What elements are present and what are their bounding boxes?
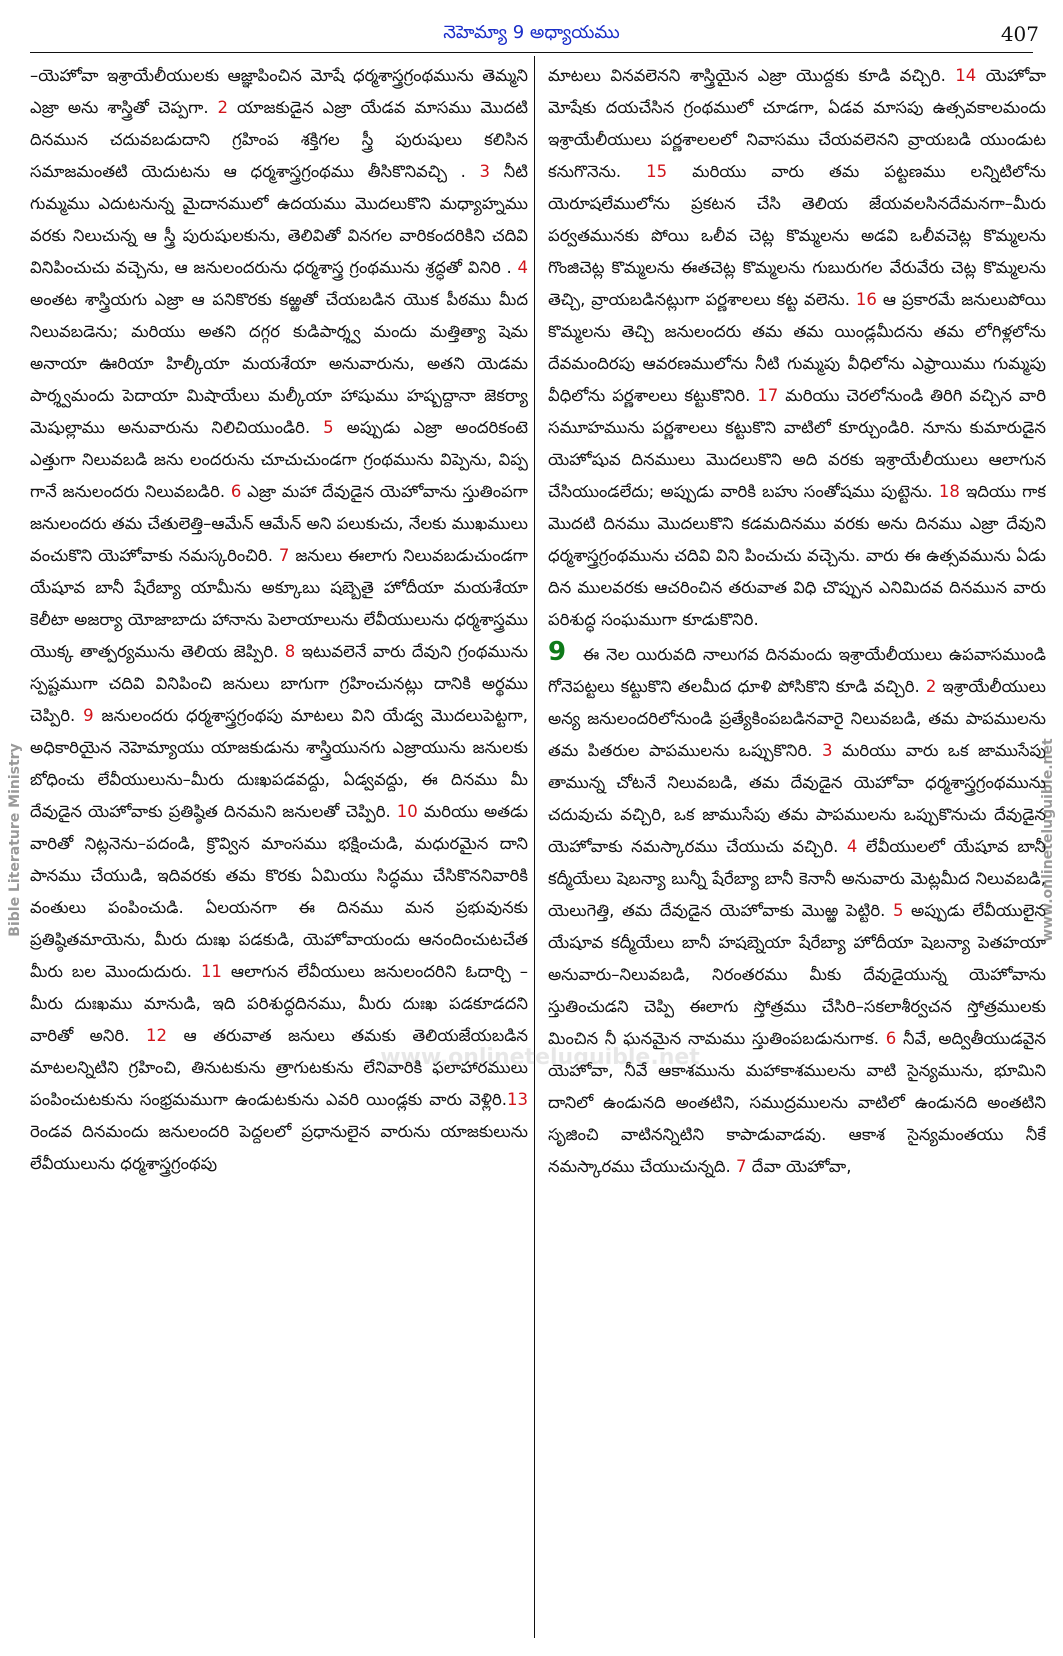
verse-number: 2: [217, 98, 229, 117]
verse-text: ఇశ్రాయేలీయులు అన్య జనులందరిలోనుండి ప్రత్యేకింపబడినవారై నిలువబడి, తమ పాపములను తమ పితరుల పాపములను ఒప్పుకొనిరి.: [548, 677, 1046, 760]
verse-text: ఇటువలెనే వారు దేవుని గ్రంథమును స్పష్టముగా చదివి వినిపించి జనులు బాగుగా గ్రహించునట్లు దానికి అర్థము చెప్పిరి.: [30, 642, 528, 725]
verse-text: మరియు వారు తమ పట్టణము లన్నిటిలోను యెరూషలేములోను ప్రకటన చేసి తెలియ జేయవలసినదేమనగా–మీరు పర్వతమునకు పోయి ఒలీవ చెట్ల కొమ్మలను అడవి ఒలీవచెట్ల కొమ్మలను గొంజిచెట్ల కొమ్మలను ఈతచెట్ల కొమ్మలను గుబురుగల వేరువేరు చెట్ల కొమ్మలను తెచ్చి, వ్రాయబడినట్లుగా పర్ణశాలలు కట్ట వలెను.: [548, 162, 1046, 309]
verse-text: జనులందరు ధర్మశాస్త్రగ్రంథపు మాటలు విని యేడ్వ మొదలుపెట్టగా, అధికారియైన నెహెమ్యాయు యాజకుడును శాస్త్రియునగు ఎజ్రాయును జనులకు బోధించు లేవీయులును–మీరు దుఃఖపడవద్దు, ఏడ్వవద్దు, ఈ దినము మీ దేవుడైన యెహోవాకు ప్రతిష్ఠిత దినమని జనులతో చెప్పిరి.: [30, 706, 528, 821]
verse-text: లేవీయులలో యేషూవ బానీ కద్మీయేలు షెబన్యా బున్నీ షేరేబ్యా బానీ కెనానీ అనువారు మెట్లమీద నిలువబడి, యెలుగెత్తి, తమ దేవుడైన యెహోవాకు మొఱ్ఱ పెట్టిరి.: [548, 837, 1046, 920]
verse-number: 5: [323, 418, 334, 437]
verse-number: 16: [855, 290, 877, 309]
verse-number: 6: [230, 482, 242, 501]
verse-number: 4: [517, 258, 528, 277]
verse-text: దేవా యెహోవా,: [746, 1157, 852, 1176]
verse-text: జనులు ఈలాగు నిలువబడుచుండగా యేషూవ బానీ షేరేబ్యా యామీను అక్కూబు షబ్బెతై హోదీయా మయశేయా కెలీటా అజర్యా యోజాబాదు హానాను పెలాయాలును లేవీయులును ధర్మశాస్త్రము యొక్క తాత్పర్యమును తెలియ జెప్పిరి.: [30, 546, 528, 661]
chapter-title: నెహెమ్యా 9 అధ్యాయము: [443, 22, 620, 43]
verse-number: 14: [955, 66, 977, 85]
verse-text: అంతట శాస్త్రియగు ఎజ్రా ఆ పనికొరకు కఱ్ఱతో చేయబడిన యొక పీఠము మీద నిలువబడెను; మరియు అతని దగ్గర కుడిపార్శ్వ మందు మత్తిత్యా షెమ అనాయా ఊరియా హిల్కీయా మయశేయా అనువారును, అతని యెడమ పార్శ్వమందు పెదాయా మిషాయేలు మల్కీయా హాషుము హష్బద్దానా జెకర్యా మెషుల్లాము అనువారును నిలిచియుండిరి.: [30, 290, 528, 437]
left-margin-label: [0, 0, 30, 1656]
verse-number: 12: [145, 1026, 167, 1045]
verse-number: 13: [507, 1090, 528, 1109]
header-rule: [30, 52, 1033, 53]
verse-number: 11: [200, 962, 222, 981]
verse-text: యెహోవా మోషేకు దయచేసిన గ్రంథములో చూడగా, ఏడవ మాసపు ఉత్సవకాలమందు ఇశ్రాయేలీయులు పర్ణశాలలలో నివాసము చేయవలెనని వ్రాయబడి యుండుట కనుగొనెను.: [548, 66, 1046, 181]
verse-number: 9: [83, 706, 94, 725]
verse-number: 7: [736, 1157, 747, 1176]
verse-text: ఇదియు గాక మొదటి దినము మొదలుకొని కడమదినము వరకు అను దినము ఎజ్రా దేవుని ధర్మశాస్త్రగ్రంథమును చదివి విని పించుచు వచ్చెను. వారు ఈ ఉత్సవమును ఏడు దిన ములవరకు ఆచరించిన తరువాత విధి చొప్పున ఎనిమిదవ దినమున వారు పరిశుద్ధ సంఘముగా కూడుకొనిరి.: [548, 482, 1046, 629]
verse-text: మరియు చెరలోనుండి తిరిగి వచ్చిన వారి సమూహమును పర్ణశాలలు కట్టుకొని వాటిలో కూర్చుండిరి. నూను కుమారుడైన యెహోషువ దినములు మొదలుకొని అది వరకు ఇశ్రాయేలీయులు ఆలాగున చేసియుండలేదు; అప్పుడు వారికి బహు సంతోషము పుట్టెను.: [548, 386, 1046, 501]
verse-text: యాజకుడైన ఎజ్రా యేడవ మాసము మొదటి దినమున చదువబడుదాని గ్రహింప శక్తిగల స్త్రీ పురుషులు కలిసిన సమాజమంతటి యెదుటను ఆ ధర్మశాస్త్రగ్రంథము తీసికొనివచ్చి .: [30, 98, 528, 181]
verse-number: 18: [938, 482, 960, 501]
chapter-8-text-right: [548, 60, 1046, 636]
verse-number: 3: [821, 741, 833, 760]
verse-number: 7: [278, 546, 290, 565]
page-number: 407: [1000, 22, 1039, 46]
verse-number: 15: [646, 162, 668, 181]
verse-number: 17: [757, 386, 779, 405]
chapter-8-text-left: [30, 60, 528, 1180]
verse-text: మరియు వారు ఒక జాముసేపు తామున్న చోటనే నిలువబడి, తమ దేవుడైన యెహోవా ధర్మశాస్త్రగ్రంథమును చదువుచు వచ్చిరి, ఒక జాముసేపు తమ పాపములను ఒప్పుకొనుచు దేవుడైన యెహోవాకు నమస్కారము చేయుచు వచ్చిరి.: [548, 741, 1046, 856]
left-column: [30, 60, 528, 1640]
verse-number: 2: [925, 677, 937, 696]
right-column: [548, 60, 1046, 1640]
verse-number: 5: [892, 901, 904, 920]
verse-text: ఆ ప్రకారమే జనులుపోయి కొమ్మలను తెచ్చి జనులందరు తమ తమ యిండ్లమీదను తమ లోగిళ్లలోను దేవమందిరపు ఆవరణములోను నీటి గుమ్మపు వీధిలోను ఎఫ్రాయిము గుమ్మపు వీధిలోను పర్ణశాలలు కట్టుకొనిరి.: [548, 290, 1046, 405]
ministry-name: Bible Literature Ministry: [7, 743, 23, 937]
verse-text: ఎజ్రా మహా దేవుడైన యెహోవాను స్తుతింపగా జనులందరు తమ చేతులెత్తి–ఆమేన్ ఆమేన్ అని పలుకుచు, నేలకు ముఖములు వంచుకొని యెహోవాకు నమస్కరించిరి.: [30, 482, 528, 565]
verse-number: 6: [885, 1029, 897, 1048]
page-header: [0, 22, 1063, 54]
verse-text: మరియు అతడు వారితో నిట్లనెను–పదండి, క్రొవ్విన మాంసము భక్షించుడి, మధురమైన దాని పానము చేయుడి, ఇదివరకు తమ కొరకు ఏమియు సిద్ధము చేసికొననివారికి వంతులు పంపించుడి. ఏలయనగా ఈ దినము మన ప్రభువునకు ప్రతిష్ఠితమాయెను, మీరు దుఃఖ పడకుడి, యెహోవాయందు ఆనందించుటచేత మీరు బల మొందుదురు.: [30, 802, 528, 981]
verse-number: 8: [284, 642, 296, 661]
website-url: www.onlineteluguible.net: [1040, 738, 1056, 942]
verse-number: 3: [479, 162, 491, 181]
verse-text: మాటలు వినవలెనని శాస్త్రియైన ఎజ్రా యొద్దకు కూడి వచ్చిరి.: [548, 66, 956, 85]
chapter-9-text: [548, 636, 1046, 1183]
verse-text: –యెహోవా ఇశ్రాయేలీయులకు ఆజ్ఞాపించిన మోషే ధర్మశాస్త్రగ్రంథమును తెమ్మని ఎజ్రా అను శాస్త్రితో చెప్పగా.: [30, 66, 528, 117]
verse-text: రెండవ దినమందు జనులందరి పెద్దలలో ప్రధానులైన వారును యాజకులును లేవీయులును ధర్మశాస్త్రగ్రంథపు: [30, 1122, 528, 1173]
chapter-number: 9: [548, 637, 567, 667]
verse-text: అప్పుడు లేవీయులైన యేషూవ కద్మీయేలు బానీ హషబ్నెయా షేరేబ్యా హోదీయా షెబన్యా పెతహయా అనువారు–నిలువబడి, నిరంతరము మీకు దేవుడైయున్న యెహోవాను స్తుతించుడని చెప్పి ఈలాగు స్తోత్రము చేసిరి–సకలాశీర్వచన స్తోత్రములకు మించిన నీ ఘనమైన నామము స్తుతింపబడునుగాక.: [548, 901, 1046, 1048]
verse-number: 10: [396, 802, 418, 821]
watermark: www.onlineteluguible.net: [380, 1045, 700, 1070]
verse-text: ఆలాగున లేవీయులు జనులందరిని ఓదార్చి –మీరు దుఃఖము మానుడి, ఇది పరిశుద్ధదినము, మీరు దుఃఖ పడకూడదని వారితో అనిరి.: [30, 962, 528, 1045]
column-divider: [534, 56, 535, 1638]
verse-text: అప్పుడు ఎజ్రా అందరికంటె ఎత్తుగా నిలువబడి జను లందరును చూచుచుండగా గ్రంథమును విప్పెను, విప్ప గానే జనులందరు నిలువబడిరి.: [30, 418, 528, 501]
verse-text: నీవే, అద్వితీయుడవైన యెహోవా, నీవే ఆకాశమును మహాకాశములను వాటి సైన్యమును, భూమిని దానిలో ఉండునది అంతటిని, సముద్రములను వాటిలో ఉండునది అంతటిని సృజించి వాటినన్నిటిని కాపాడువాడవు. ఆకాశ సైన్యమంతయు నీకే నమస్కారము చేయుచున్నది.: [548, 1029, 1046, 1176]
verse-text: నీటి గుమ్మము ఎదుటనున్న మైదానములో ఉదయము మొదలుకొని మధ్యాహ్నము వరకు నిలుచున్న ఆ స్త్రీ పురుషులకును, తెలివితో వినగల వారికందరికిని చదివి వినిపించుచు వచ్చెను, ఆ జనులందరును ధర్మశాస్త్ర గ్రంథమును శ్రద్ధతో వినిరి .: [30, 162, 528, 277]
verse-text: ఈ నెల యిరువది నాలుగవ దినమందు ఇశ్రాయేలీయులు ఉపవాసముండి గోనెపట్టలు కట్టుకొని తలమీద ధూళి పోసికొని కూడి వచ్చిరి.: [548, 645, 1046, 696]
verse-text: ఆ తరువాత జనులు తమకు తెలియజేయబడిన మాటలన్నిటిని గ్రహించి, తినుటకును త్రాగుటకును లేనివారికి ఫలాహారములు పంపించుటకును సంభ్రమముగా ఉండుటకును ఎవరి యిండ్లకు వారు వెళ్లిరి.: [30, 1026, 528, 1109]
verse-number: 4: [846, 837, 858, 856]
